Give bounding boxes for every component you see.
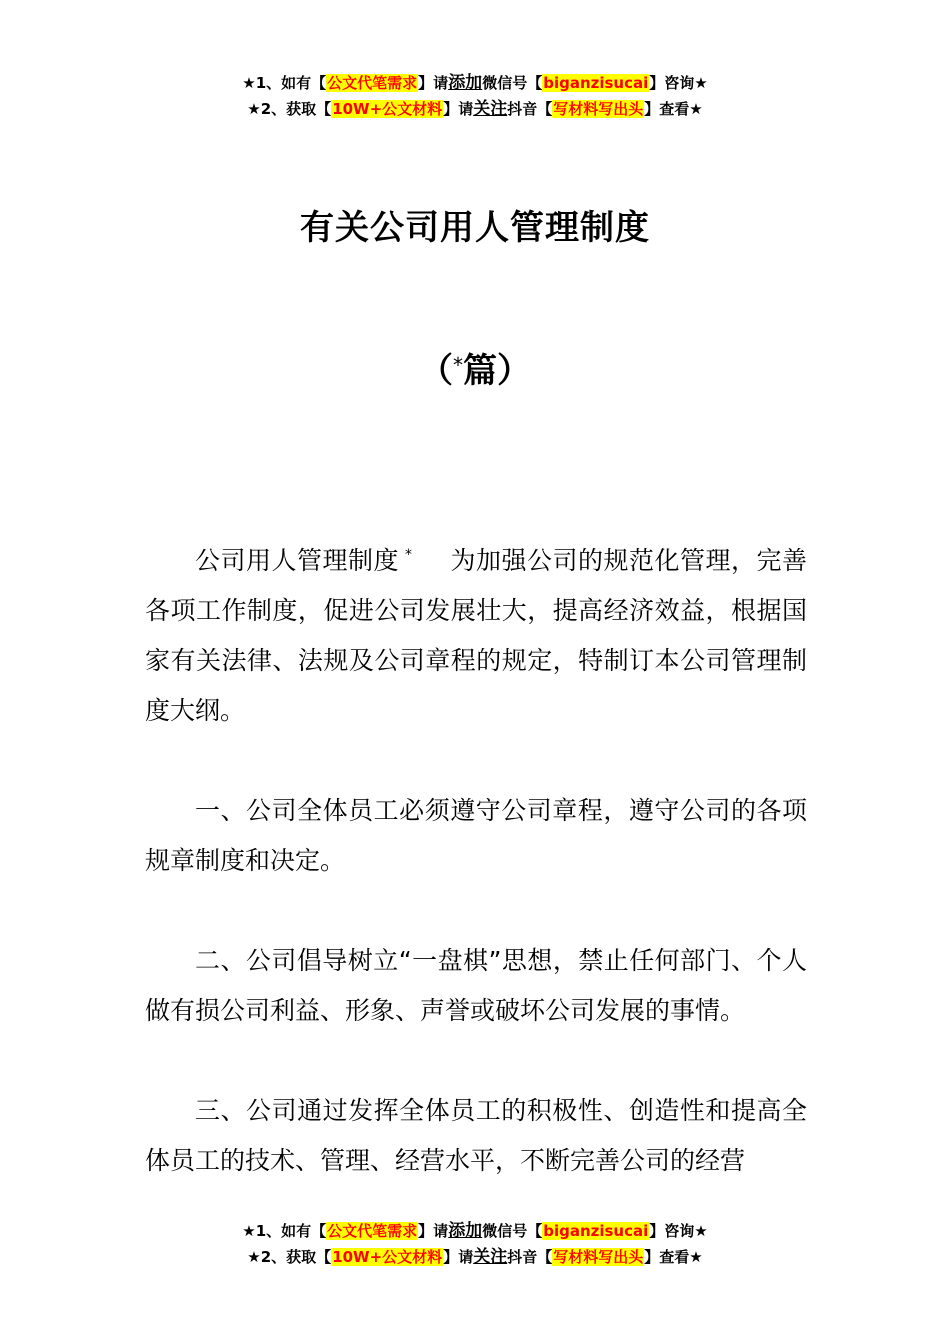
follow-emphasis: 关注 [473, 1247, 508, 1267]
add-emphasis: 添加 [448, 1221, 483, 1241]
banner-line-1: ★1、如有【公文代笔需求】请添加微信号【biganzisucai】咨询★ [242, 73, 708, 93]
follow-emphasis: 关注 [473, 99, 508, 119]
paragraph-intro: 公司用人管理制度 * 为加强公司的规范化管理，完善各项工作制度，促进公司发展壮大，提高经济效益，根据国家有关法律、法规及公司章程的规定，特制订本公司管理制度大纲。 [145, 546, 807, 725]
add-emphasis: 添加 [448, 73, 483, 93]
wechat-id: biganzisucai [543, 1222, 649, 1240]
wechat-id: biganzisucai [543, 74, 649, 92]
document-title: 有关公司用人管理制度 [300, 208, 650, 248]
douyin-account: 写材料写出头 [553, 1248, 644, 1266]
paragraph-3: 三、公司通过发挥全体员工的积极性、创造性和提高全体员工的技术、管理、经营水平，不断完善公司的经营 [145, 1096, 807, 1175]
document-body [145, 530, 807, 1236]
highlight-service: 公文代笔需求 [327, 1222, 418, 1240]
highlight-materials: 10W+公文材料 [332, 1248, 443, 1266]
banner-line-2: ★2、获取【10W+公文材料】请关注抖音【写材料写出头】查看★ [247, 99, 703, 119]
footer-banner [0, 1218, 950, 1270]
header-banner [0, 70, 950, 122]
douyin-account: 写材料写出头 [553, 100, 644, 118]
banner-line-1: ★1、如有【公文代笔需求】请添加微信号【biganzisucai】咨询★ [242, 1221, 708, 1241]
banner-line-2: ★2、获取【10W+公文材料】请关注抖音【写材料写出头】查看★ [247, 1247, 703, 1267]
paragraph-1: 一、公司全体员工必须遵守公司章程，遵守公司的各项规章制度和决定。 [145, 796, 807, 875]
document-subtitle: （*篇） [419, 351, 531, 391]
paragraph-2: 二、公司倡导树立“一盘棋”思想，禁止任何部门、个人做有损公司利益、形象、声誉或破坏公司发展的事情。 [145, 946, 807, 1025]
highlight-materials: 10W+公文材料 [332, 100, 443, 118]
highlight-service: 公文代笔需求 [327, 74, 418, 92]
